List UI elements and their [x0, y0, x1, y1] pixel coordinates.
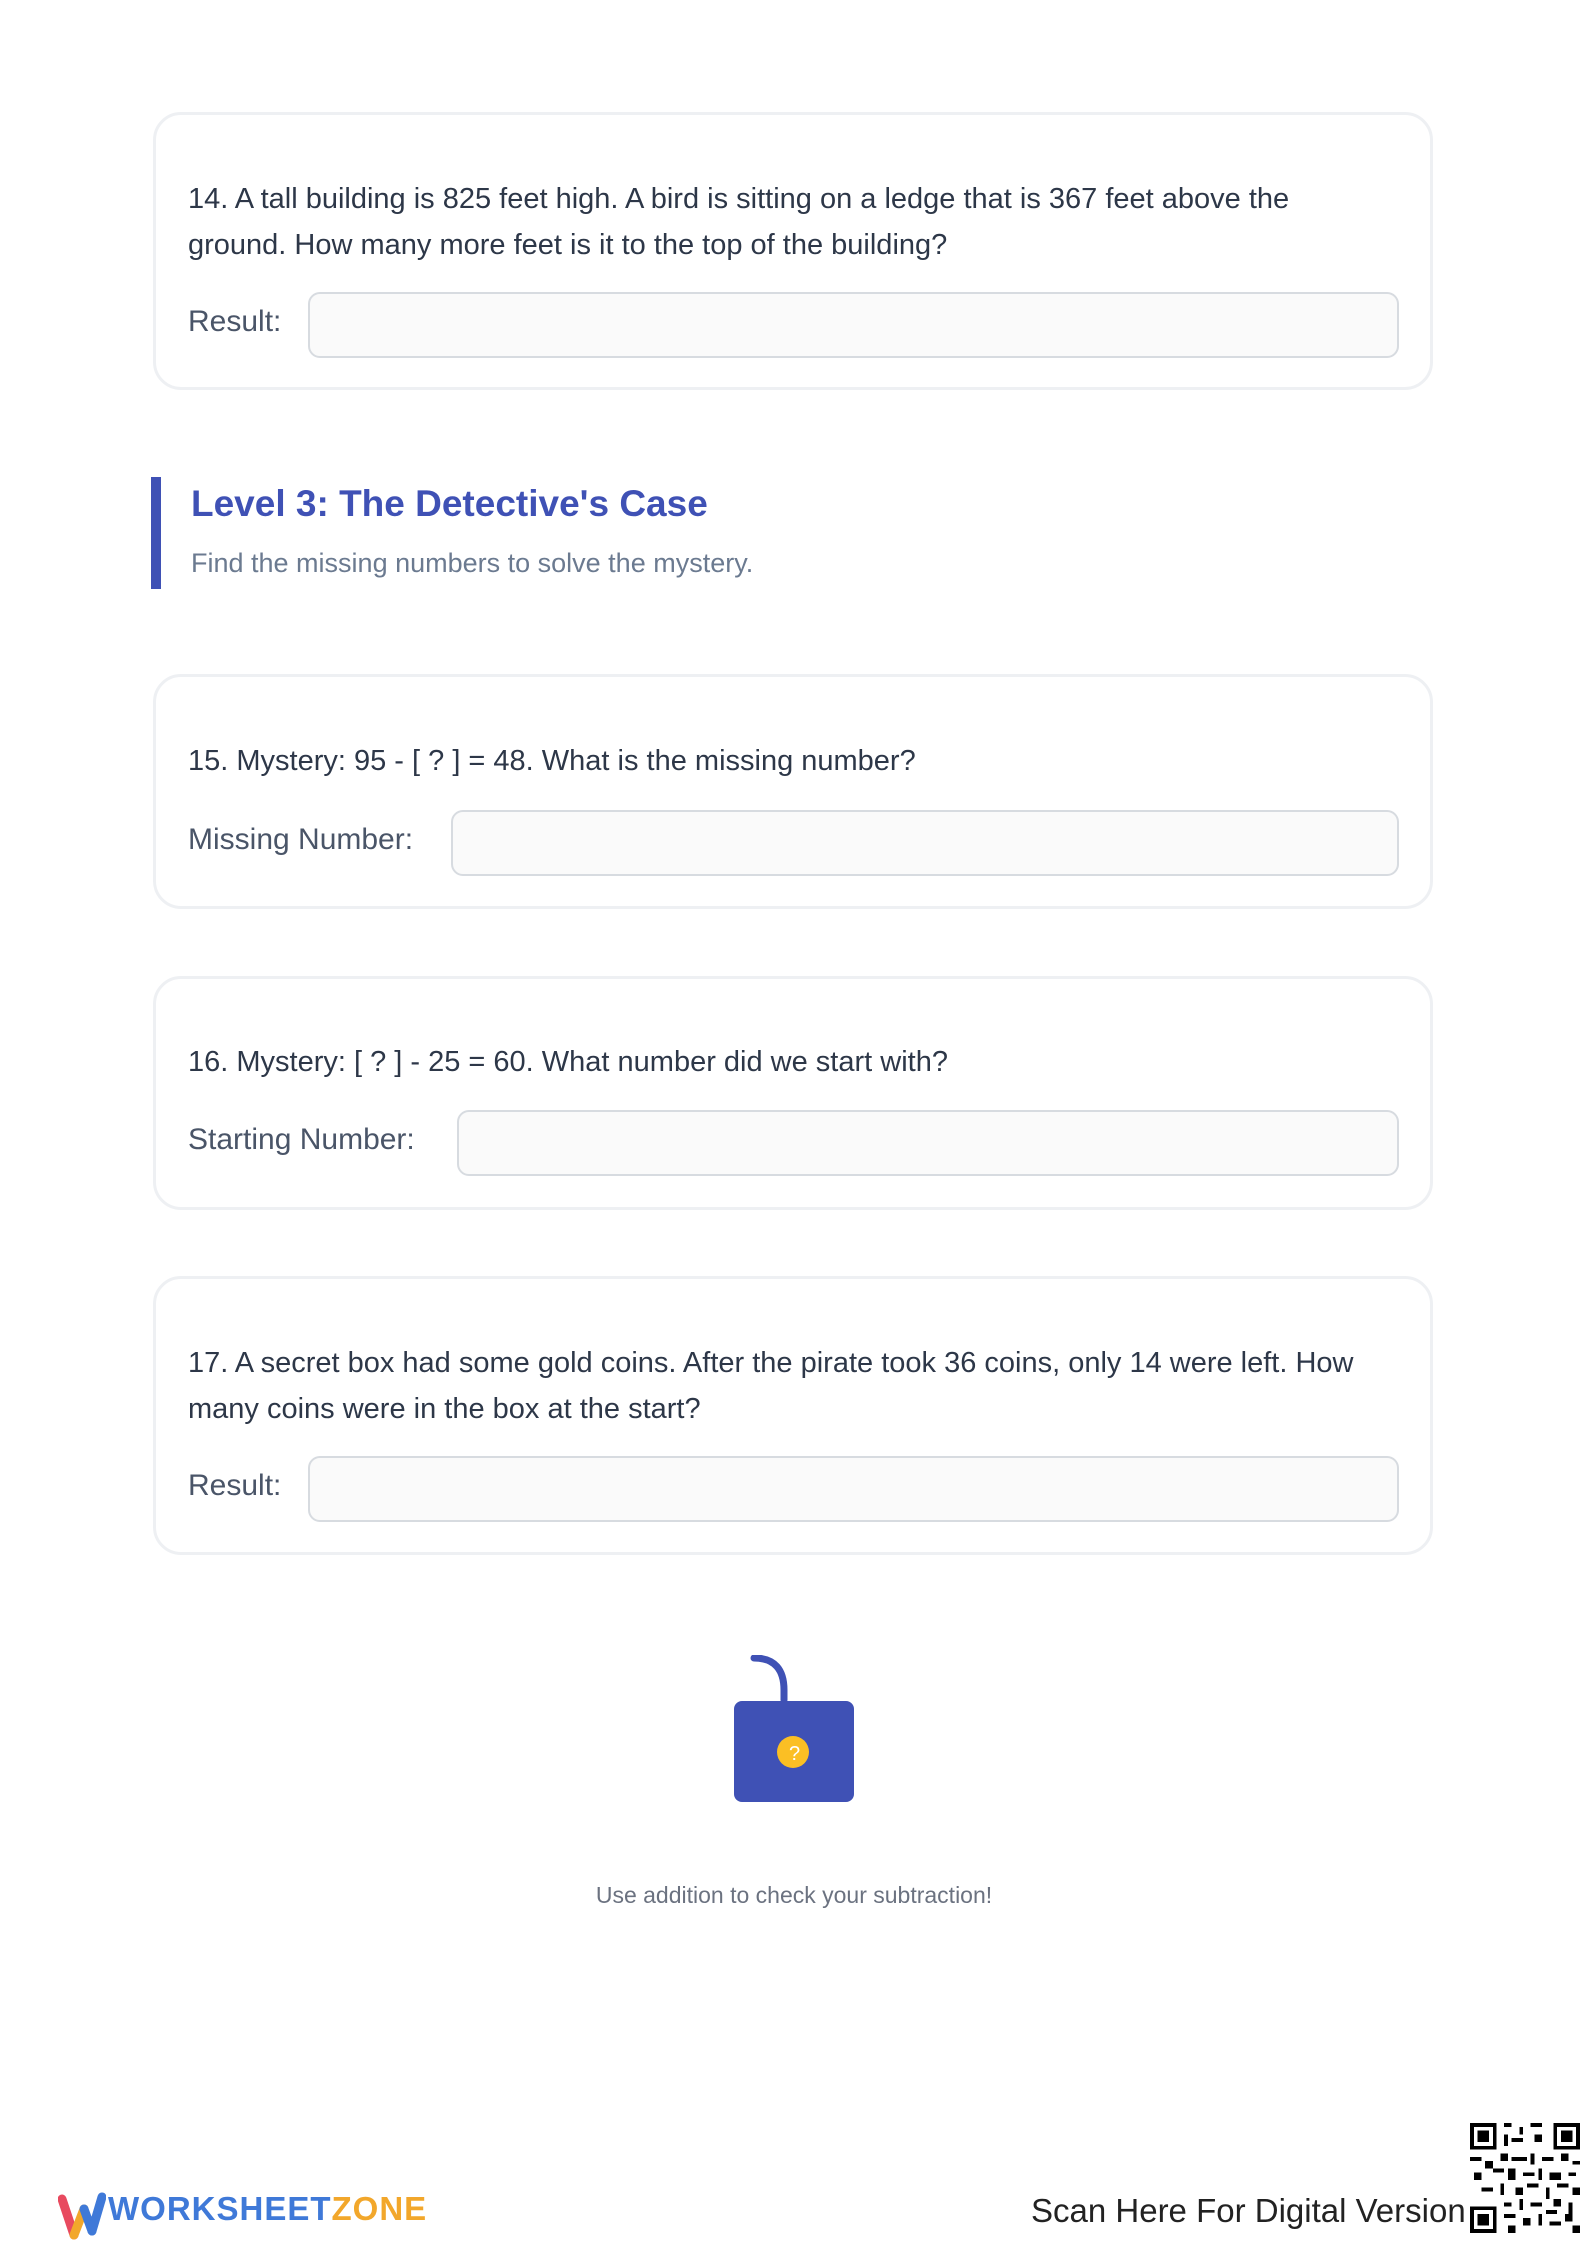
- question-text-14: 14. A tall building is 825 feet high. A bird is sitting on a ledge that is 367 feet above the ground. How many more feet is it to the top of the building?: [188, 183, 1290, 261]
- level-subtitle: Find the missing numbers to solve the mystery.: [191, 548, 754, 578]
- answer-input-16[interactable]: [457, 1110, 1399, 1176]
- question-card-16: [153, 976, 1433, 1210]
- level-header: [151, 477, 1051, 589]
- answer-input-14[interactable]: [308, 292, 1399, 358]
- question-card-15: [153, 674, 1433, 909]
- answer-label-14: Result:: [188, 305, 282, 338]
- level-accent-bar: [151, 477, 161, 589]
- brand-name-part1: WORKSHEET: [108, 2190, 332, 2227]
- brand-name-part2: ZONE: [331, 2190, 428, 2227]
- answer-label-17: Result:: [188, 1469, 282, 1502]
- worksheetzone-logo-icon: [58, 2185, 106, 2241]
- answer-label-15: Missing Number:: [188, 823, 414, 856]
- question-card-17: [153, 1276, 1433, 1555]
- question-card-14: [153, 112, 1433, 390]
- brand-name: [108, 2190, 427, 2228]
- lock-symbol: ?: [789, 1743, 801, 1765]
- padlock-icon: [730, 1655, 856, 1805]
- question-text-15: 15. Mystery: 95 - [ ? ] = 48. What is the missing number?: [188, 745, 916, 777]
- qr-code-icon[interactable]: [1470, 2123, 1580, 2233]
- answer-input-17[interactable]: [308, 1456, 1399, 1522]
- scan-text: Scan Here For Digital Version: [1031, 2192, 1466, 2229]
- tip-text: Use addition to check your subtraction!: [595, 1882, 993, 1908]
- answer-input-15[interactable]: [451, 810, 1399, 876]
- question-text-17: 17. A secret box had some gold coins. After the pirate took 36 coins, only 14 were left. How many coins were in the box at the start?: [188, 1347, 1354, 1425]
- level-title: Level 3: The Detective's Case: [191, 483, 708, 524]
- answer-label-16: Starting Number:: [188, 1123, 415, 1156]
- question-text-16: 16. Mystery: [ ? ] - 25 = 60. What number did we start with?: [188, 1046, 948, 1078]
